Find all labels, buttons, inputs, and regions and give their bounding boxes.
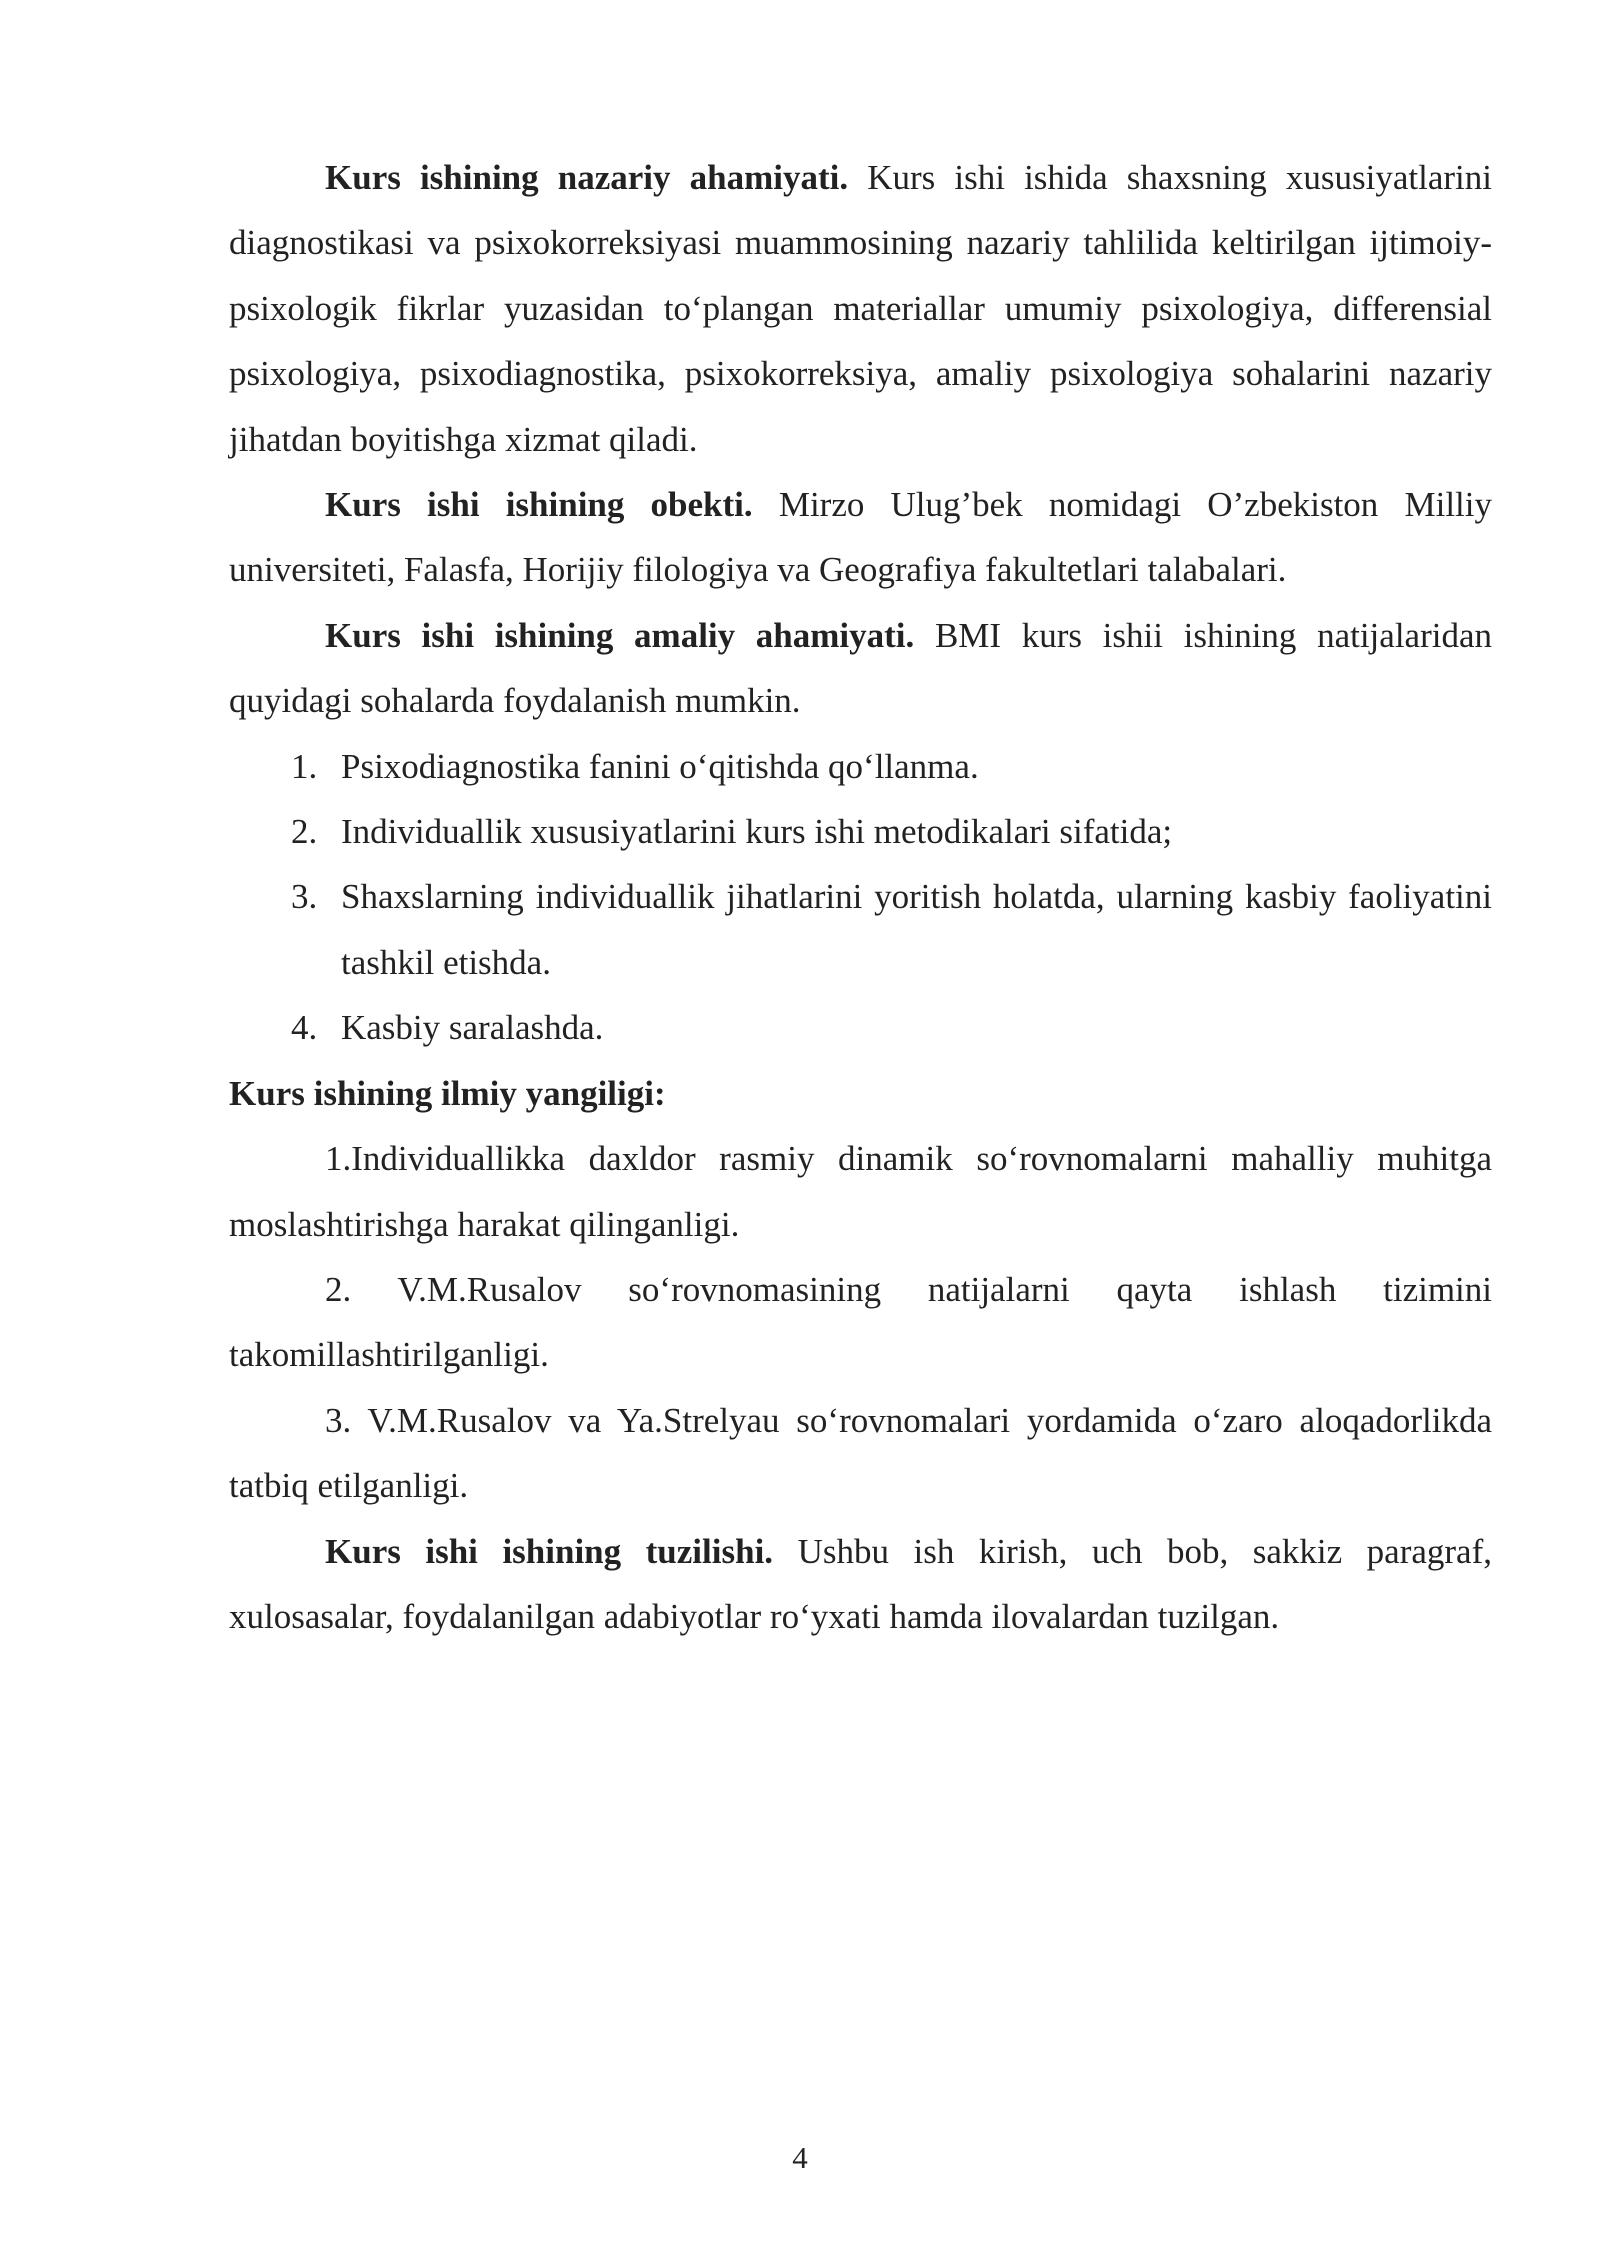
paragraph-structure bbox=[229, 1519, 1492, 1650]
practical-applications-list bbox=[229, 734, 1492, 1061]
novelty-item-1: 1.Individuallikka daxldor rasmiy dinamik so‘rovnomalarni mahalliy muhitga moslashtirishga harakat qilinganligi. bbox=[229, 1139, 1492, 1244]
heading-object: Kurs ishi ishining obekti. bbox=[325, 485, 753, 525]
heading-theoretical-significance: Kurs ishining nazariy ahamiyati. bbox=[325, 158, 849, 197]
paragraph-theoretical-significance bbox=[229, 145, 1492, 472]
text-theoretical-significance: Kurs ishi ishida shaxsning xususiyatlarini diagnostikasi va psixokorreksiyasi muammosining nazariy tahlilida keltirilgan ijtimoiy-psixologik fikrlar yuzasidan to‘plangan materiallar umumiy psixologiya, differensial psixologiya, psixodiagnostika, psixokorreksiya, amaliy psixologiya sohalarini nazariy jihatdan boyitishga xizmat qiladi. bbox=[229, 158, 1492, 459]
paragraph-object bbox=[229, 472, 1492, 603]
text-practical-significance: BMI kurs ishii ishining natijalaridan quyidagi sohalarda foydalanish mumkin. bbox=[229, 615, 1492, 721]
novelty-item-3: 3. V.M.Rusalov va Ya.Strelyau so‘rovnomalari yordamida o‘zaro aloqadorlikda tatbiq etilganligi. bbox=[229, 1400, 1492, 1506]
list-item: 3. Shaxslarning individuallik jihatlarini yoritish holatda, ularning kasbiy faoliyatini tashkil etishda. bbox=[326, 864, 1492, 995]
paragraph-practical-significance bbox=[229, 603, 1492, 734]
heading-scientific-novelty: Kurs ishining ilmiy yangiligi: bbox=[229, 1073, 666, 1113]
list-item: 4. Kasbiy saralashda. bbox=[326, 995, 1492, 1060]
heading-structure: Kurs ishi ishining tuzilishi. bbox=[325, 1531, 774, 1571]
list-item: 1. Psixodiagnostika fanini o‘qitishda qo‘llanma. bbox=[326, 734, 1492, 799]
page-number: 4 bbox=[792, 2140, 808, 2175]
text-object: Mirzo Ulug’bek nomidagi O’zbekiston Milliy universiteti, Falasfa, Horijiy filologiya va Geografiya fakultetlari talabalari. bbox=[229, 485, 1492, 590]
novelty-item-2: 2. V.M.Rusalov so‘rovnomasining natijalarni qayta ishlash tizimini takomillashtirilganligi. bbox=[229, 1269, 1492, 1375]
document-page bbox=[229, 145, 1492, 1649]
heading-practical-significance: Kurs ishi ishining amaliy ahamiyati. bbox=[325, 615, 915, 655]
text-structure: Ushbu ish kirish, uch bob, sakkiz paragraf, xulosasalar, foydalanilgan adabiyotlar ro‘yxati hamda ilovalardan tuzilgan. bbox=[229, 1531, 1492, 1636]
list-item: 2. Individuallik xususiyatlarini kurs ishi metodikalari sifatida; bbox=[326, 799, 1492, 864]
